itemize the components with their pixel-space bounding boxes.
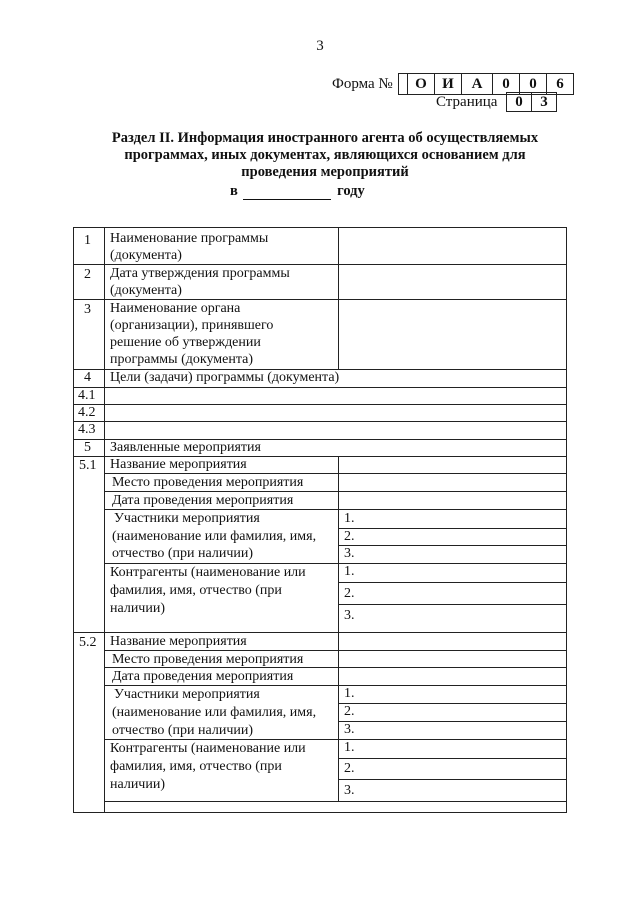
form-code-cell: О	[407, 74, 434, 94]
table-rule	[338, 604, 567, 605]
row-number: 4.1	[78, 388, 96, 403]
approval-date-field[interactable]	[340, 266, 564, 298]
page-number: 3	[316, 38, 324, 54]
goal-field-2[interactable]	[106, 406, 564, 420]
event-name-label: Название мероприятия	[110, 634, 247, 649]
contractor-item[interactable]: 2.	[344, 586, 355, 601]
row-number: 5	[84, 440, 91, 455]
table-rule	[338, 758, 567, 759]
form-code-cell: 0	[492, 74, 519, 94]
contractor-item[interactable]: 1.	[344, 740, 355, 755]
participant-item[interactable]: 3.	[344, 546, 355, 561]
row-number: 4.2	[78, 405, 96, 420]
row-number: 2	[84, 267, 91, 282]
form-code-cell	[399, 74, 407, 94]
participants-label: (наименование или фамилия, имя,	[112, 705, 317, 720]
form-code-cell: 0	[519, 74, 546, 94]
row-label: (организации), принявшего	[110, 318, 274, 333]
table-rule	[338, 779, 567, 780]
approving-body-field[interactable]	[340, 301, 564, 368]
table-rule	[338, 227, 339, 369]
form-label: Форма №	[332, 76, 393, 92]
year-blank[interactable]	[243, 186, 331, 200]
table-rule	[73, 421, 567, 422]
event-date-label: Дата проведения мероприятия	[112, 669, 294, 684]
table-rule	[338, 545, 567, 546]
row-label: Наименование программы	[110, 231, 269, 246]
table-rule	[338, 456, 339, 802]
goal-field-3[interactable]	[106, 423, 564, 437]
contractors-label: Контрагенты (наименование или	[110, 741, 306, 756]
table-rule	[73, 812, 567, 813]
page-label: Страница	[436, 94, 498, 110]
table-rule	[338, 582, 567, 583]
event-place-label: Место проведения мероприятия	[112, 475, 304, 490]
participant-item[interactable]: 3.	[344, 722, 355, 737]
participants-label: Участники мероприятия	[114, 687, 260, 702]
row-label: Заявленные мероприятия	[110, 440, 261, 455]
row-number: 3	[84, 302, 91, 317]
contractors-label: фамилия, имя, отчество (при	[110, 583, 282, 598]
participants-label: отчество (при наличии)	[112, 723, 254, 738]
table-rule	[338, 703, 567, 704]
event-number: 5.1	[79, 458, 97, 473]
table-rule	[104, 227, 105, 813]
row-number: 1	[84, 233, 91, 248]
goal-field-1[interactable]	[106, 389, 564, 403]
table-rule	[73, 404, 567, 405]
program-name-field[interactable]	[340, 229, 564, 263]
participant-item[interactable]: 1.	[344, 686, 355, 701]
table-rule	[338, 721, 567, 722]
row-label: (документа)	[110, 248, 182, 263]
table-rule	[73, 227, 74, 813]
form-code-cell: 6	[546, 74, 573, 94]
row-label: программы (документа)	[110, 352, 254, 367]
title-line: программах, иных документах, являющихся основанием для	[124, 147, 526, 163]
participants-label: Участники мероприятия	[114, 511, 260, 526]
title-line: Раздел II. Информация иностранного агента об осуществляемых	[111, 130, 539, 146]
contractor-item[interactable]: 2.	[344, 761, 355, 776]
contractor-item[interactable]: 3.	[344, 783, 355, 798]
participant-item[interactable]: 2.	[344, 704, 355, 719]
event-date-label: Дата проведения мероприятия	[112, 493, 294, 508]
year-line	[230, 183, 430, 200]
row-label: Цели (задачи) программы (документа)	[110, 370, 340, 385]
row-number: 4	[84, 370, 91, 385]
form-code-cell: И	[434, 74, 461, 94]
table-rule	[338, 528, 567, 529]
year-prefix: в	[230, 183, 238, 199]
row-label: решение об утверждении	[110, 335, 261, 350]
table-rule	[73, 227, 567, 228]
year-suffix: году	[337, 183, 365, 199]
participants-label: (наименование или фамилия, имя,	[112, 529, 317, 544]
participant-item[interactable]: 1.	[344, 511, 355, 526]
contractors-label: Контрагенты (наименование или	[110, 565, 306, 580]
page-code-cell: 0	[515, 94, 523, 110]
contractors-label: наличии)	[110, 601, 165, 616]
form-code-cell: А	[461, 74, 492, 94]
participant-item[interactable]: 2.	[344, 529, 355, 544]
event-place-label: Место проведения мероприятия	[112, 652, 304, 667]
page-code-box	[506, 92, 557, 112]
row-label: Наименование органа	[110, 301, 241, 316]
row-label: (документа)	[110, 283, 182, 298]
event-number: 5.2	[79, 635, 97, 650]
contractors-label: наличии)	[110, 777, 165, 792]
table-rule	[104, 801, 567, 802]
section-title	[60, 130, 590, 181]
title-line: проведения мероприятий	[241, 164, 409, 180]
participants-label: отчество (при наличии)	[112, 546, 254, 561]
row-label: Дата утверждения программы	[110, 266, 290, 281]
contractor-item[interactable]: 3.	[344, 608, 355, 623]
page-code-cell: 3	[531, 93, 556, 111]
table-rule	[73, 387, 567, 388]
row-number: 4.3	[78, 422, 96, 437]
contractors-label: фамилия, имя, отчество (при	[110, 759, 282, 774]
contractor-item[interactable]: 1.	[344, 564, 355, 579]
table-rule	[566, 227, 567, 813]
event-name-label: Название мероприятия	[110, 457, 247, 472]
